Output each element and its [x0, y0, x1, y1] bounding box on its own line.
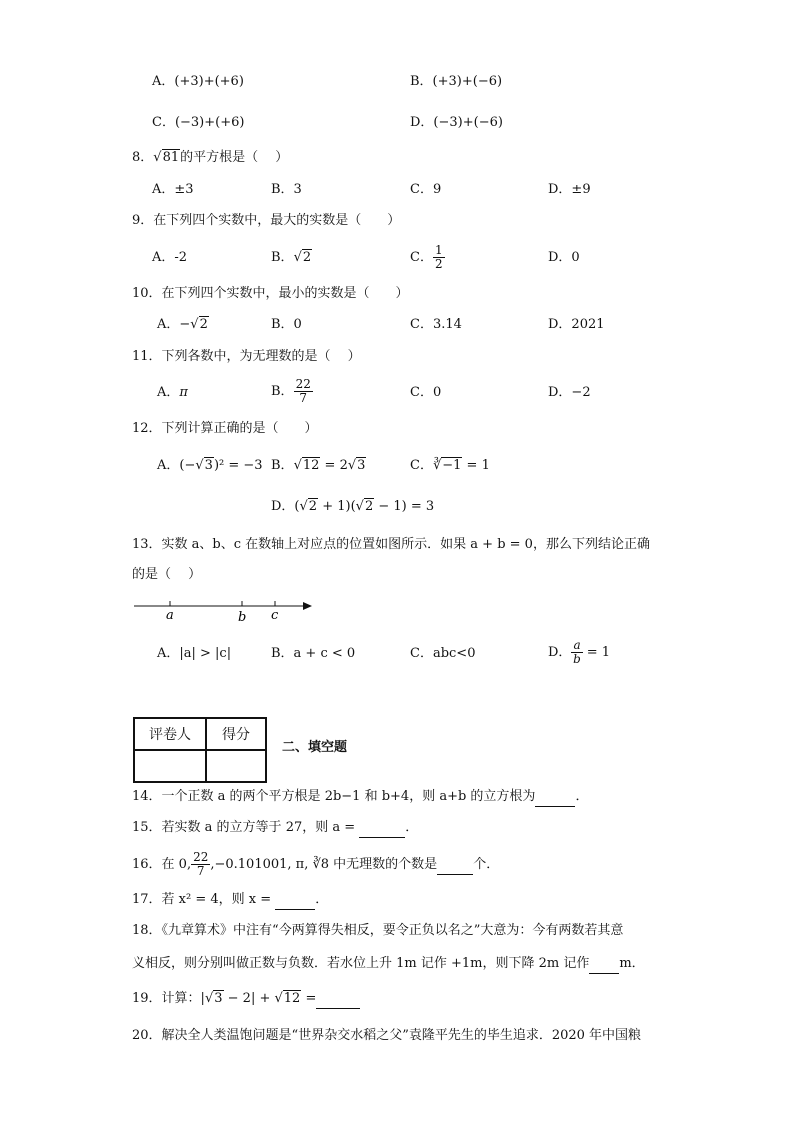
q19-answer-blank	[316, 990, 360, 1009]
q10-option-a: A．−√2	[157, 317, 208, 332]
q8-option-d: D．±9	[548, 182, 591, 197]
q7-option-a: A．(+3)+(+6)	[152, 74, 244, 89]
q9-option-d: D．0	[548, 250, 580, 265]
q16-fraction: $\frac{22}{7}$	[193, 850, 209, 878]
q12-option-d: D．(√2 + 1)(√2 − 1) = 3	[271, 499, 435, 514]
q12-option-a: A．(−√3)² = −3	[157, 458, 263, 473]
q13-stem-line1: 13．实数 a、b、c 在数轴上对应点的位置如图所示．如果 a + b = 0，那么下列结论正确	[132, 537, 650, 552]
q7-option-d: D．(−3)+(−6)	[410, 115, 503, 130]
q10-option-b: B．0	[271, 317, 302, 332]
q9-fraction: $\frac{1}{2}$	[434, 243, 443, 271]
q19: 19．计算：|√3 − 2| + √12 =	[132, 990, 360, 1009]
number-line	[130, 594, 320, 626]
q10-option-d: D．2021	[548, 317, 605, 332]
q12-option-c: C．∛−1 = 1	[410, 458, 490, 473]
q7-option-c: C．(−3)+(+6)	[152, 115, 245, 130]
q13-stem-line2: 的是（ ）	[132, 567, 202, 582]
q17: 17．若 x² = 4，则 x = ．	[132, 891, 328, 910]
q14: 14．一个正数 a 的两个平方根是 2b−1 和 b+4，则 a+b 的立方根为 ．	[132, 788, 588, 807]
score-table-header-score: 得分	[206, 718, 266, 750]
q16-answer-blank	[437, 856, 473, 875]
q7-option-b: B．(+3)+(−6)	[410, 74, 503, 89]
q15: 15．若实数 a 的立方等于 27，则 a = ．	[132, 819, 418, 838]
label-b: b	[238, 610, 247, 625]
section-title-fill-in: 二、填空题	[282, 740, 348, 755]
score-table-grader-cell	[134, 750, 206, 782]
q13-fraction: $\frac{a}{b}$	[573, 638, 581, 666]
q18-line2: 义相反，则分别叫做正数与负数．若水位上升 1m 记作 +1m，则下降 2m 记作 m．	[132, 955, 645, 974]
q15-answer-blank	[359, 819, 405, 838]
q16: 16．在 0, $\frac{22}{7}$ ,−0.101001, π, ∛8 中无理数的个数是 个．	[132, 850, 500, 878]
q11-option-d: D．−2	[548, 385, 591, 400]
label-a: a	[166, 608, 174, 623]
label-c: c	[271, 608, 279, 623]
q13-option-c: C．abc<0	[410, 646, 476, 661]
q9-option-b: B．√2	[271, 250, 312, 265]
q11-stem: 11．下列各数中，为无理数的是（ ）	[132, 349, 361, 364]
q8-radicand: 81	[162, 150, 180, 165]
q12-option-b: B．√12 = 2√3	[271, 458, 366, 473]
q9-stem: 9．在下列四个实数中，最大的实数是（ ）	[132, 213, 401, 228]
q8-option-b: B．3	[271, 182, 302, 197]
q18-line1: 18．《九章算术》中注有“今两算得失相反，要令正负以名之”大意为：今有两数若其意	[132, 923, 624, 938]
q11-option-b: B． $\frac{22}{7}$	[271, 377, 311, 405]
q10-stem: 10．在下列四个实数中，最小的实数是（ ）	[132, 286, 409, 301]
q11-fraction: $\frac{22}{7}$	[295, 377, 311, 405]
score-table-score-cell	[206, 750, 266, 782]
score-table	[133, 717, 267, 783]
q12-stem: 12．下列计算正确的是（ ）	[132, 421, 318, 436]
q9-option-c: C． $\frac{1}{2}$	[410, 243, 443, 271]
score-table-header-grader: 评卷人	[134, 718, 206, 750]
q20-line1: 20．解决全人类温饱问题是“世界杂交水稻之父”袁隆平先生的毕生追求．2020 年中国粮	[132, 1028, 642, 1043]
q14-answer-blank	[535, 788, 575, 807]
q8-stem: 8．√81的平方根是（ ）	[132, 150, 289, 165]
q13-option-a: A．|a| > |c|	[157, 646, 232, 661]
q10-option-c: C．3.14	[410, 317, 462, 332]
q17-answer-blank	[275, 891, 315, 910]
q13-option-b: B．a + c < 0	[271, 646, 356, 661]
q18-answer-blank	[589, 955, 619, 974]
q11-option-c: C．0	[410, 385, 442, 400]
q9-option-a: A．-2	[152, 250, 188, 265]
number-line-arrow	[303, 602, 312, 610]
q13-option-d: D． $\frac{a}{b}$ = 1	[548, 638, 611, 666]
q11-option-a: A．π	[157, 385, 188, 400]
q8-option-a: A．±3	[152, 182, 194, 197]
q8-option-c: C．9	[410, 182, 442, 197]
